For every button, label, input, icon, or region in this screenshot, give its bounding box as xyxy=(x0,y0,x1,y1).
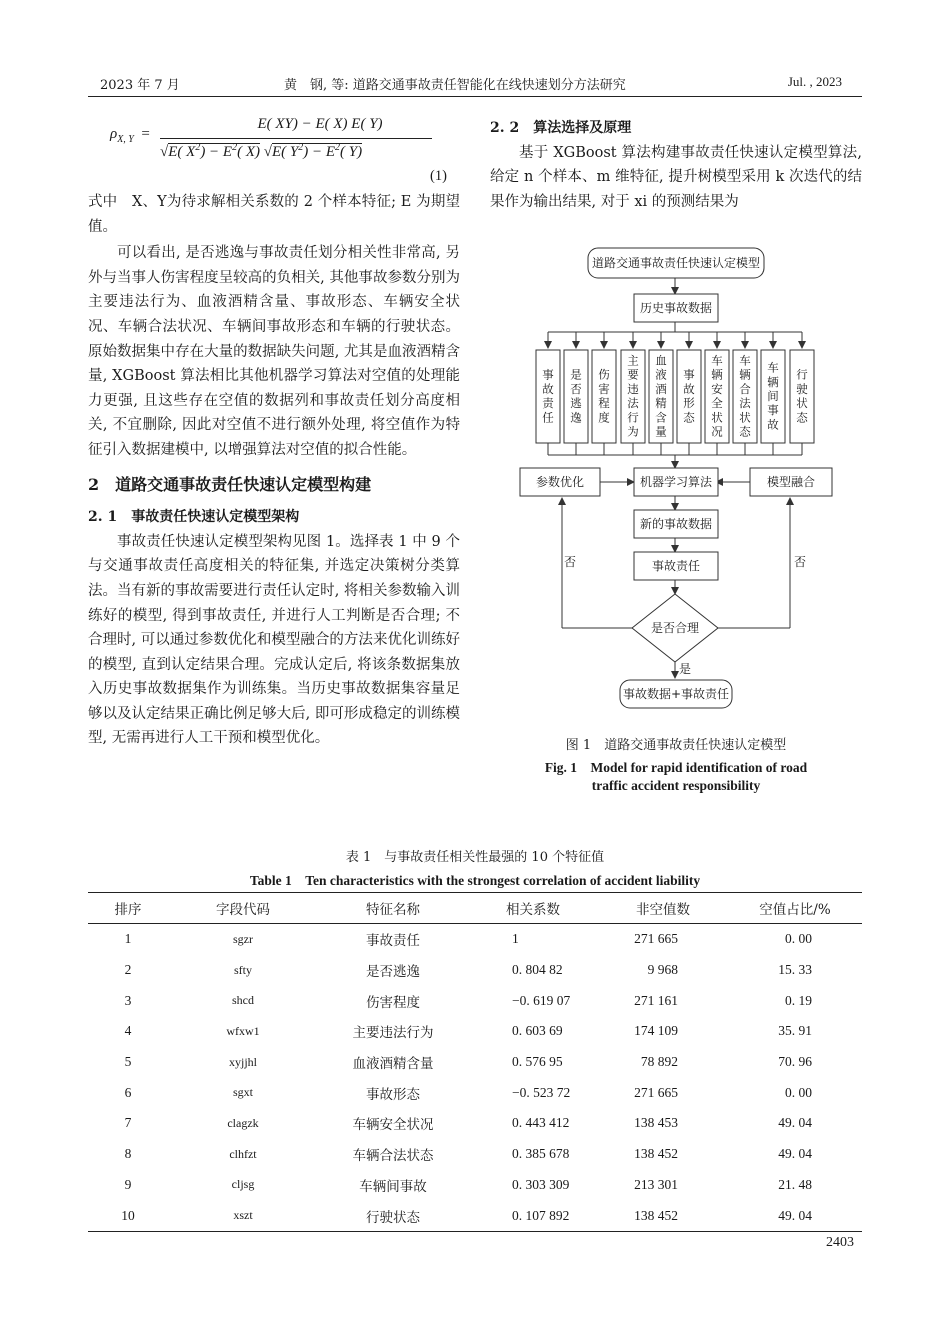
cell-code: sgzr xyxy=(233,931,253,946)
feature-label-char: 车 xyxy=(767,360,779,375)
cell-coef: 1 xyxy=(512,931,519,947)
cell-nullpct: 70. 96 xyxy=(778,1054,812,1070)
cell-nullpct: 0. 00 xyxy=(785,1084,812,1100)
th-coef: 相关系数 xyxy=(468,893,598,924)
fusion-label: 模型融合 xyxy=(766,475,816,489)
feature-label-char: 法 xyxy=(739,396,751,411)
table-row xyxy=(88,955,862,986)
cell-nullpct: 21. 48 xyxy=(778,1176,812,1192)
cell-name: 血液酒精含量 xyxy=(352,1056,434,1073)
feature-label-char: 行 xyxy=(627,410,639,425)
cell-rank: 1 xyxy=(124,931,132,947)
cell-nonnull: 271 161 xyxy=(634,992,678,1008)
feature-label-char: 故 xyxy=(683,381,695,396)
feature-label-char: 态 xyxy=(796,410,808,425)
th-rank: 排序 xyxy=(88,893,168,924)
feature-label-char: 辆 xyxy=(767,374,779,389)
table-row xyxy=(88,1016,862,1047)
feature-label-char: 间 xyxy=(767,389,779,403)
cell-name: 是否逃逸 xyxy=(366,964,420,981)
cell-coef: 0. 576 95 xyxy=(512,1054,563,1070)
cell-code: xyjjhl xyxy=(228,1054,257,1069)
cell-code: clhfzt xyxy=(229,1146,257,1161)
feature-label-char: 伤 xyxy=(598,367,610,382)
paragraph-algorithm: 基于 XGBoost 算法构建事故责任快速认定模型算法, 给定 n 个样本、m 维特征, 提升树模型采用 k 次迭代的结果作为输出结果, 对于 xi 的预测结果为 xyxy=(490,144,862,210)
figure-caption-cn: 图 1 道路交通事故责任快速认定模型 xyxy=(565,738,787,753)
header-date-en: Jul. , 2023 xyxy=(787,74,842,89)
new-data-label: 新的事故数据 xyxy=(639,517,713,531)
cell-code: clagzk xyxy=(227,1115,259,1130)
cell-nullpct: 49. 04 xyxy=(728,1200,862,1231)
th-nullpct: 空值占比/% xyxy=(728,893,862,924)
cell-coef: −0. 619 07 xyxy=(512,992,571,1008)
cell-nonnull: 271 665 xyxy=(634,1084,678,1100)
feature-label-char: 辆 xyxy=(711,367,723,382)
flowchart xyxy=(500,230,860,730)
table-header-row xyxy=(88,893,862,924)
cell-name: 车辆合法状态 xyxy=(352,1148,434,1165)
feature-label-char: 况 xyxy=(711,424,723,439)
table-caption-en: Table 1 Ten characteristics with the strongest correlation of accident liability xyxy=(249,873,701,888)
feature-label-char: 酒 xyxy=(655,381,667,396)
yes-label: 是 xyxy=(678,662,692,676)
cell-nonnull: 271 665 xyxy=(634,931,678,947)
cell-code: shcd xyxy=(232,993,254,1008)
cell-rank: 3 xyxy=(124,992,132,1008)
feature-label-char: 程 xyxy=(598,396,610,411)
feature-label-char: 液 xyxy=(655,367,667,382)
feature-label-char: 度 xyxy=(598,410,610,425)
fraction-bar xyxy=(160,138,432,139)
feature-label-char: 为 xyxy=(627,424,639,439)
right-column xyxy=(490,116,862,214)
cell-nonnull: 174 109 xyxy=(634,1023,678,1039)
cell-rank: 6 xyxy=(124,1084,132,1100)
output-label: 事故数据+事故责任 xyxy=(622,687,730,701)
cell-nonnull: 213 301 xyxy=(634,1176,678,1192)
header-date: 2023 年 7 月 xyxy=(100,78,180,93)
formula-explanation: 式中 X、Y为待求解相关系数的 2 个样本特征; E 为期望值。 xyxy=(88,194,460,235)
cell-nullpct: 35. 91 xyxy=(778,1023,812,1039)
table-row xyxy=(88,1077,862,1108)
cell-rank: 9 xyxy=(124,1176,132,1192)
cell-coef: 0. 443 412 xyxy=(512,1115,570,1131)
feature-label-char: 逸 xyxy=(570,410,582,425)
cell-nonnull: 138 453 xyxy=(634,1115,678,1131)
responsibility-label: 事故责任 xyxy=(651,559,701,573)
feature-label-char: 故 xyxy=(542,381,554,396)
cell-coef: 0. 804 82 xyxy=(512,962,563,978)
feature-label-char: 血 xyxy=(655,353,667,368)
figure-caption-en-2: traffic accident responsibility xyxy=(591,778,761,793)
formula-lhs: $\rho_{X, Y}$ = xyxy=(110,126,150,145)
page-number: 2403 xyxy=(826,1235,854,1250)
ml-label: 机器学习算法 xyxy=(639,475,713,489)
cell-coef: −0. 523 72 xyxy=(512,1084,571,1100)
paragraph-architecture: 事故责任快速认定模型架构见图 1。选择表 1 中 9 个与交通事故责任高度相关的特征集, 并选定决策树分类算法。当有新的事故需要进行责任认定时, 将相关参数输入训练好的模型, 得到事故责任, 并进行人工判断是否合理; 不合理时, 可以通过参数优化和模型融合的方法来优化训练好的模型, 直到认定结果合理。完成认定后, 将该条数据集放入历史事故数据集作为训练集。当历史事故数据集容量足够以及认定结果正确比例足够大后, 即可形成稳定的训练模型, 无需再进行人工干预和模型优化。 xyxy=(88,533,460,747)
feature-label-char: 车 xyxy=(711,353,723,368)
table-row xyxy=(88,1200,862,1231)
feature-label-char: 驶 xyxy=(796,381,808,396)
cell-nullpct: 0. 00 xyxy=(785,931,812,947)
feature-label-char: 否 xyxy=(570,381,582,396)
formula-number: (1) xyxy=(430,168,447,184)
feature-label-char: 状 xyxy=(796,396,808,411)
feature-label-char: 状 xyxy=(739,410,751,425)
cell-nullpct: 49. 04 xyxy=(778,1115,812,1131)
feature-label-char: 法 xyxy=(627,396,639,411)
figure-caption-en-1: Fig. 1 Model for rapid identification of road xyxy=(544,760,808,775)
th-code: 字段代码 xyxy=(168,893,318,924)
cell-coef: 0. 603 69 xyxy=(512,1023,563,1039)
feature-label-char: 形 xyxy=(683,396,695,411)
feature-label-char: 辆 xyxy=(739,367,751,382)
left-column xyxy=(88,190,460,751)
cell-nonnull: 138 452 xyxy=(634,1146,678,1162)
cell-code: wfxw1 xyxy=(226,1023,260,1038)
paragraph-correlation: 可以看出, 是否逃逸与事故责任划分相关性非常高, 另外与当事人伤害程度呈较高的负相关, 其他事故参数分别为主要违法行为、血液酒精含量、事故形态、车辆安全状况、车辆合法状况、车辆间事故形态和车辆的行驶状态。原始数据集中存在大量的数据缺失问题, 尤其是血液酒精含量, XGBoost 算法相比其他机器学习算法对空值的处理能力更强, 且这些存在空值的数据列和事故责任划分高度相关, 不宜删除, 因此对空值不进行额外处理, 将空值作为特征引入数据建模中, 以增强算法对空值的拟合性能。 xyxy=(88,245,460,458)
cell-nonnull: 9 968 xyxy=(647,962,678,978)
feature-label-char: 合 xyxy=(739,381,751,396)
history-label: 历史事故数据 xyxy=(639,301,713,315)
cell-name: 事故形态 xyxy=(366,1086,420,1103)
feature-table xyxy=(88,892,862,1232)
feature-label-char: 全 xyxy=(711,396,723,411)
cell-rank: 4 xyxy=(124,1023,132,1039)
table-caption-cn: 表 1 与事故责任相关性最强的 10 个特征值 xyxy=(345,850,605,865)
cell-name: 伤害程度 xyxy=(366,994,420,1011)
cell-coef: 0. 303 309 xyxy=(512,1176,570,1192)
cell-code: sgxt xyxy=(232,1085,253,1100)
feature-label-char: 故 xyxy=(767,417,779,432)
feature-label-char: 状 xyxy=(711,410,723,425)
cell-nonnull: 78 892 xyxy=(640,1054,678,1070)
cell-name: 车辆间事故 xyxy=(359,1178,427,1195)
feature-label-char: 行 xyxy=(796,367,808,382)
feature-label-char: 量 xyxy=(655,424,667,439)
feature-label-char: 责 xyxy=(542,396,554,411)
cell-nonnull: 138 452 xyxy=(598,1200,728,1231)
section-2-heading: 2 道路交通事故责任快速认定模型构建 xyxy=(88,474,372,494)
feature-label-char: 含 xyxy=(655,410,667,425)
feature-label-char: 任 xyxy=(542,410,554,425)
feature-label-char: 事 xyxy=(767,403,779,418)
feature-label-char: 违 xyxy=(627,381,639,396)
cell-coef: 0. 385 678 xyxy=(512,1146,570,1162)
header-title: 黄 钢, 等: 道路交通事故责任智能化在线快速划分方法研究 xyxy=(284,78,626,93)
param-opt-label: 参数优化 xyxy=(535,475,585,489)
cell-nullpct: 15. 33 xyxy=(778,962,812,978)
feature-label-char: 是 xyxy=(570,367,582,382)
feature-label-char: 事 xyxy=(542,367,554,382)
cell-rank: 8 xyxy=(124,1146,132,1162)
section-2-1-heading: 2. 1 事故责任快速认定模型架构 xyxy=(88,509,300,526)
feature-label-char: 逃 xyxy=(570,396,582,411)
th-name: 特征名称 xyxy=(318,893,468,924)
cell-rank: 10 xyxy=(88,1200,168,1231)
cell-code: cljsg xyxy=(231,1177,255,1192)
feature-label-char: 害 xyxy=(598,381,610,396)
start-label: 道路交通事故责任快速认定模型 xyxy=(591,256,761,270)
feature-label-char: 车 xyxy=(739,353,751,368)
cell-name: 车辆安全状况 xyxy=(352,1117,434,1134)
section-2-2-heading: 2. 2 算法选择及原理 xyxy=(490,120,632,136)
feature-label-char: 安 xyxy=(711,381,723,396)
formula-numerator: E( XY) − E( X) E( Y) xyxy=(257,116,383,132)
th-nonnull: 非空值数 xyxy=(598,893,728,924)
cell-rank: 5 xyxy=(124,1054,132,1070)
table-row xyxy=(88,1108,862,1139)
formula-denominator: √E( X$^2$) − E$^2$( X) √E( Y$^2$) − E$^2$( Y) xyxy=(160,142,363,160)
cell-name: 事故责任 xyxy=(366,933,420,950)
feature-label-char: 要 xyxy=(627,367,639,382)
feature-label-char: 态 xyxy=(739,424,751,439)
cell-rank: 7 xyxy=(124,1115,132,1131)
decision-label: 是否合理 xyxy=(650,621,700,635)
table-row xyxy=(88,924,862,955)
cell-nullpct: 49. 04 xyxy=(778,1146,812,1162)
table-row xyxy=(88,1139,862,1170)
table-row xyxy=(88,1170,862,1201)
feature-label-char: 精 xyxy=(655,396,667,411)
cell-rank: 2 xyxy=(124,962,132,978)
cell-name: 主要违法行为 xyxy=(352,1025,434,1042)
no-right-label: 否 xyxy=(793,555,807,569)
cell-nullpct: 0. 19 xyxy=(785,992,812,1008)
feature-label-char: 主 xyxy=(627,353,639,368)
cell-code: xszt xyxy=(168,1200,318,1231)
header-rule xyxy=(88,96,862,97)
table-row xyxy=(88,985,862,1016)
cell-code: sfty xyxy=(234,962,252,977)
cell-coef: 0. 107 892 xyxy=(468,1200,598,1231)
table-row xyxy=(88,1047,862,1078)
feature-label-char: 态 xyxy=(683,410,695,425)
no-left-label: 否 xyxy=(563,555,577,569)
feature-label-char: 事 xyxy=(683,367,695,382)
cell-name: 行驶状态 xyxy=(318,1200,468,1231)
